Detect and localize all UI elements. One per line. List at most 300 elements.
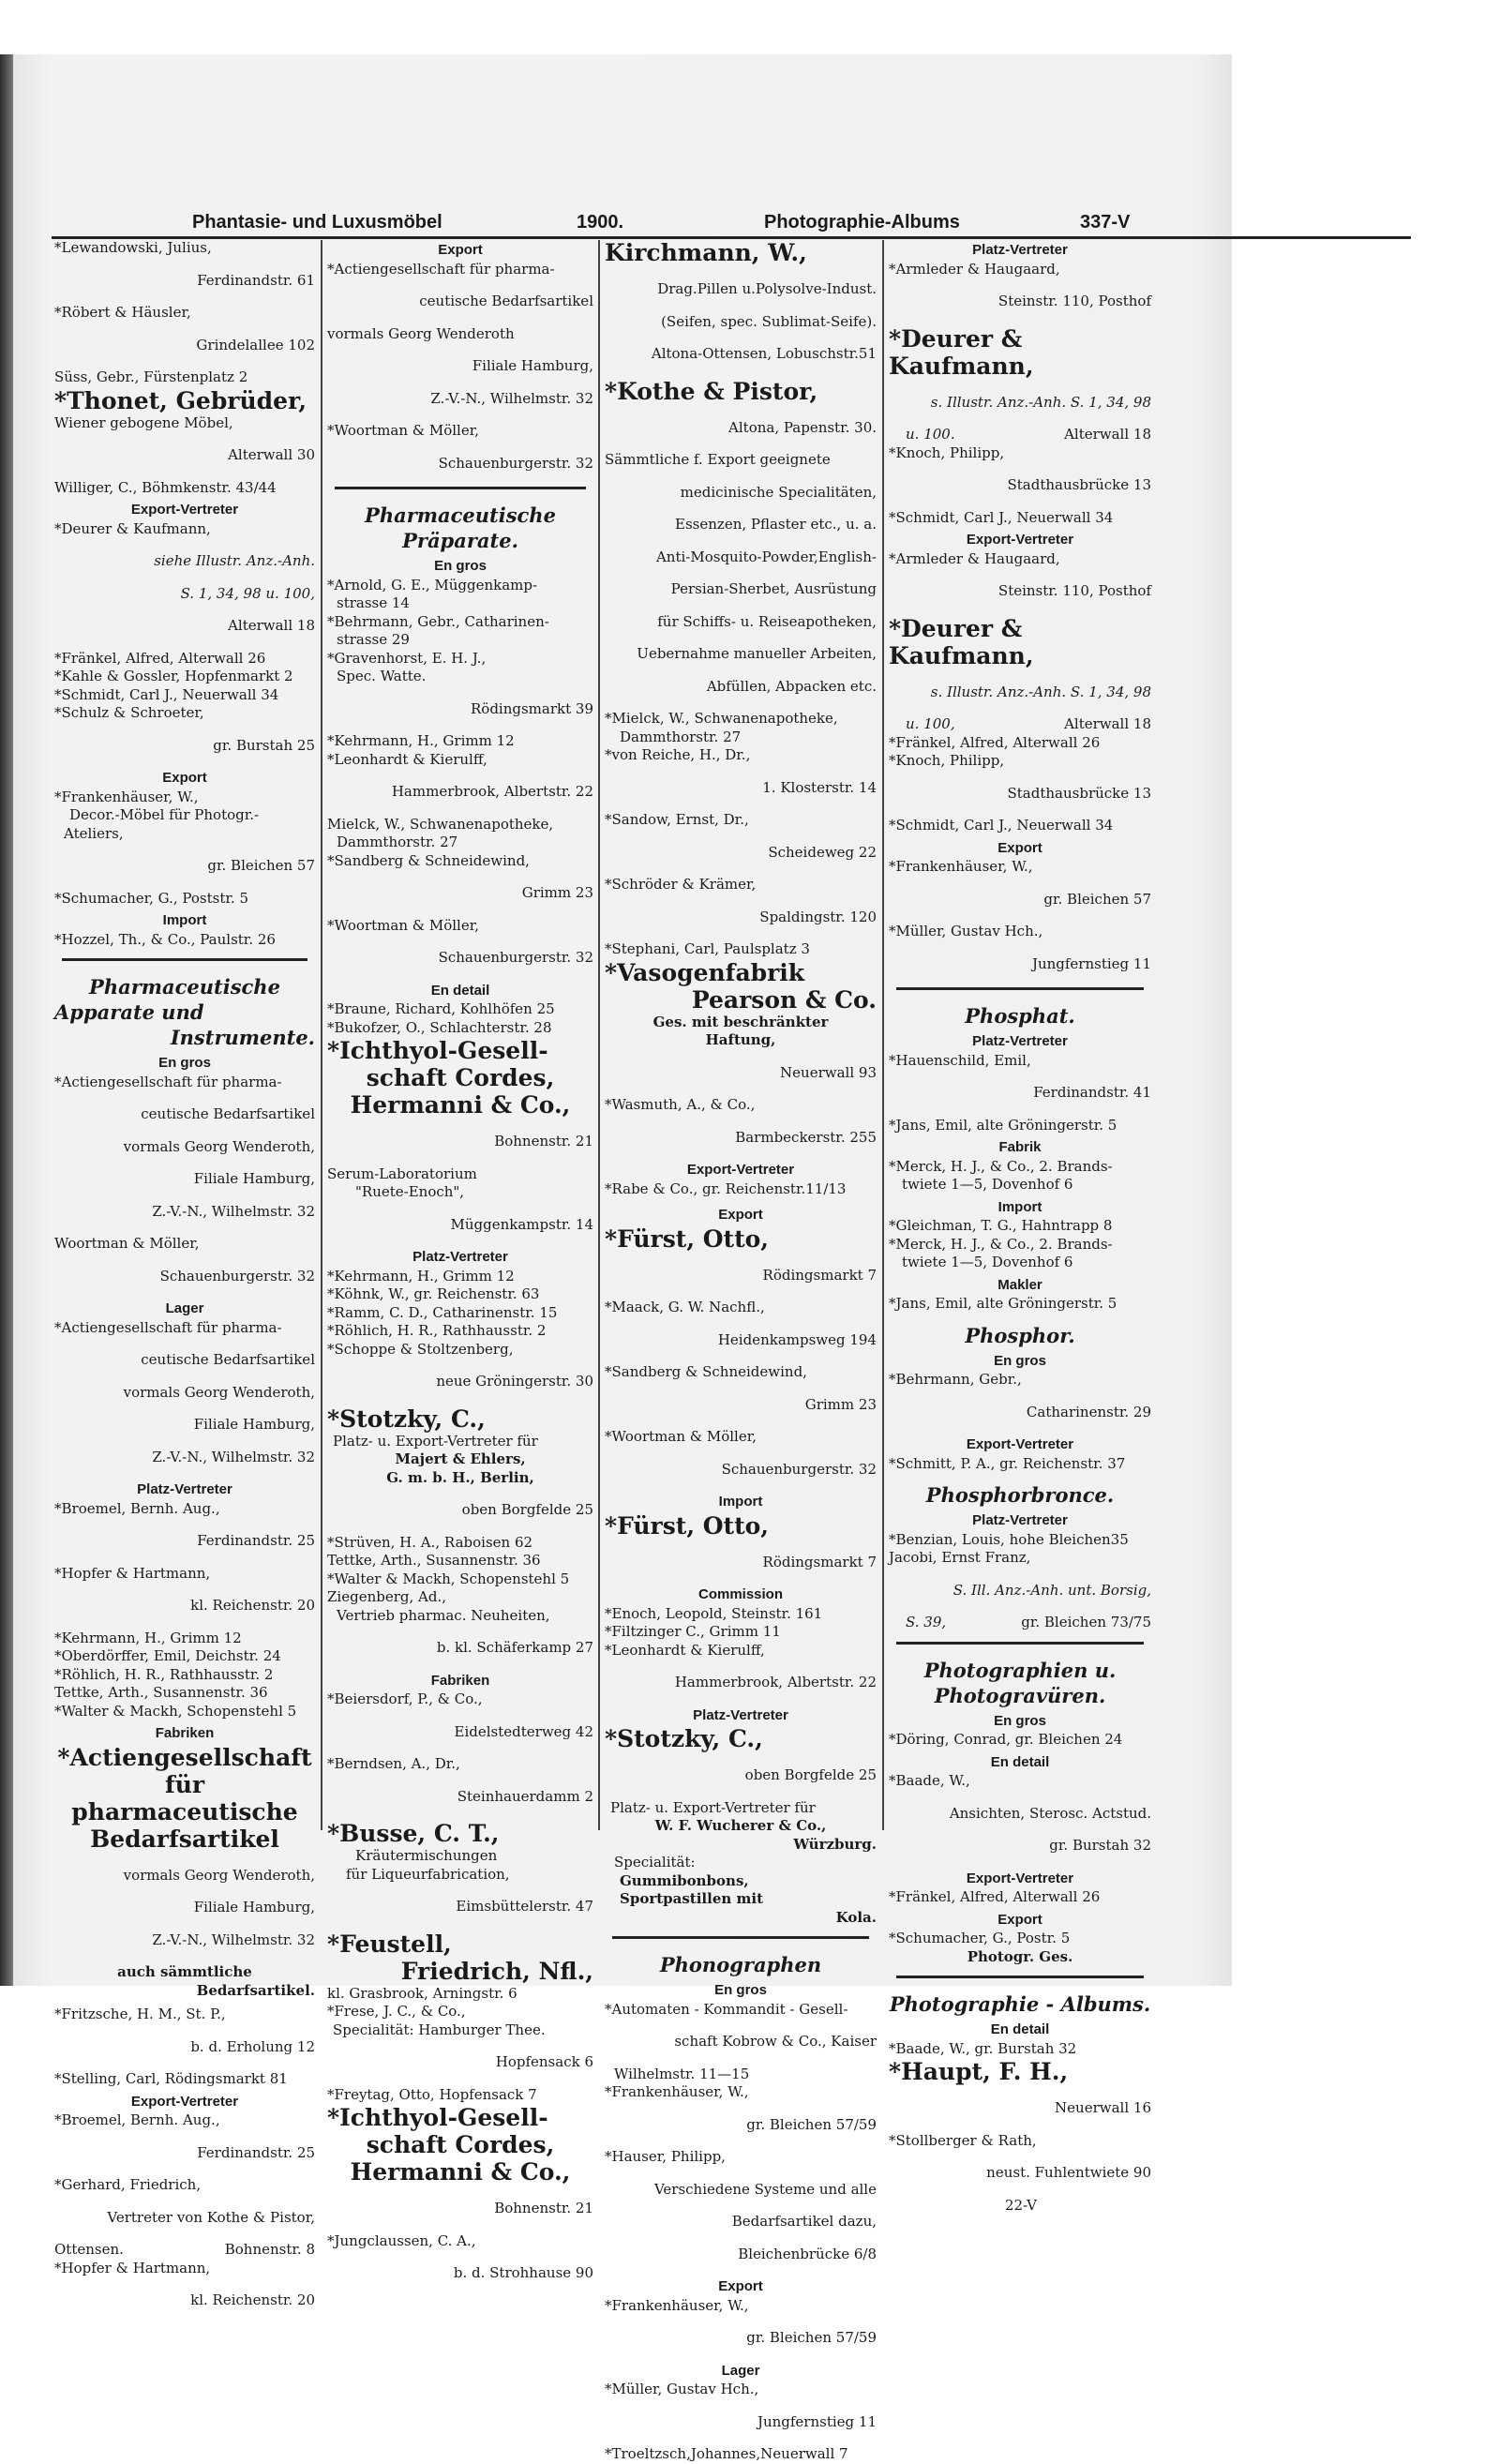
category-title: Instrumente.: [170, 1026, 315, 1049]
entry-line: *Actiengesellschaft für pharma-: [327, 260, 555, 278]
firm-name: *Vasogenfabrik: [605, 958, 805, 986]
entry-line: Catharinenstr. 29: [1026, 1403, 1151, 1420]
entry-line: vormals Georg Wenderoth: [327, 324, 515, 342]
entry-line: *Sandberg & Schneidewind,: [327, 851, 530, 869]
entry-line: Rödingsmarkt 39: [471, 699, 593, 717]
entry-line: *Enoch, Leopold, Steinstr. 161: [605, 1604, 823, 1622]
entry-line: "Ruete-Enoch",: [355, 1183, 465, 1200]
entry-line: *Fritzsche, H. M., St. P.,: [54, 2006, 226, 2022]
entry-line: *Mielck, W., Schwanenapotheke,: [605, 710, 838, 727]
entry-line: *Schumacher, G., Poststr. 5: [54, 889, 248, 907]
entry-line: gr. Bleichen 57/59: [746, 2329, 877, 2346]
entry-line: *Deurer & Kaufmann,: [54, 519, 211, 537]
firm-name: *Deurer & Kaufmann,: [889, 324, 1034, 380]
entry-line: auch sämmtliche: [117, 1963, 252, 1980]
column-divider: [598, 240, 600, 1830]
category-title: Phosphor.: [965, 1323, 1075, 1347]
entry-line: *Armleder & Haugaard,: [889, 549, 1060, 567]
entry-line: *Fränkel, Alfred, Alterwall 26: [889, 1888, 1101, 1905]
firm-name: Friedrich, Nfl.,: [400, 1957, 593, 1985]
entry-line: *Schumacher, G., Postr. 5: [889, 1930, 1071, 1946]
category-title: Präparate.: [402, 529, 518, 552]
entry-line: 1. Klosterstr. 14: [762, 778, 877, 796]
section-rule: [612, 1936, 869, 1939]
entry-line: *Schmidt, Carl J., Neuerwall 34: [54, 685, 279, 703]
subheading: En gros: [994, 1712, 1046, 1729]
header-left-title: Phantasie- und Luxusmöbel: [192, 212, 442, 233]
category-title: Phonographen: [659, 1953, 822, 1976]
subheading: Platz-Vertreter: [972, 1033, 1068, 1049]
entry-line: *Röhlich, H. R., Rathhausstr. 2: [54, 1665, 274, 1683]
entry-line: kl. Reichenstr. 20: [190, 2291, 315, 2308]
subheading: Commission: [698, 1586, 783, 1602]
category-title: Phosphat.: [965, 1004, 1075, 1028]
entry-line: Alterwall 18: [228, 617, 315, 634]
entry-line: *Schmidt, Carl J., Neuerwall 34: [889, 508, 1114, 526]
firm-name: *Ichthyol-Gesell-: [327, 2104, 548, 2131]
subheading: Export: [998, 1911, 1042, 1928]
entry-line: *Beiersdorf, P., & Co.,: [327, 1690, 483, 1707]
entry-line: Z.-V.-N., Wilhelmstr. 32: [152, 1931, 315, 1948]
entry-line: Majert & Ehlers,: [395, 1450, 526, 1467]
category-title: Phosphorbronce.: [925, 1483, 1115, 1507]
entry-line: Ateliers,: [64, 824, 124, 842]
subheading: Fabriken: [155, 1725, 215, 1741]
entry-line: *Knoch, Philipp,: [889, 752, 1005, 769]
entry-line: Eimsbüttelerstr. 47: [456, 1898, 593, 1915]
entry-line: *Gerhard, Friedrich,: [54, 2176, 202, 2193]
entry-line: neue Gröningerstr. 30: [436, 1373, 593, 1390]
entry-line: Wiener gebogene Möbel,: [54, 413, 233, 431]
entry-line: *Braune, Richard, Kohlhöfen 25: [327, 1000, 555, 1017]
subheading: En detail: [990, 2021, 1050, 2037]
entry-line: *Stephani, Carl, Paulsplatz 3: [605, 940, 810, 957]
entry-line: Jacobi, Ernst Franz,: [889, 1549, 1031, 1566]
section-rule: [896, 1976, 1144, 1978]
entry-line: *Merck, H. J., & Co., 2. Brands-: [889, 1157, 1113, 1175]
subheading: En gros: [434, 558, 487, 574]
subheading: En gros: [994, 1352, 1046, 1369]
entry-line: *Walter & Mackh, Schopenstehl 5: [327, 1570, 570, 1587]
entry-line: Essenzen, Pflaster etc., u. a.: [675, 516, 877, 533]
entry-line: *Strüven, H. A., Raboisen 62: [327, 1533, 533, 1551]
entry-line: Hammerbrook, Albertstr. 22: [391, 783, 593, 800]
header-right-title: Photographie-Albums: [764, 212, 960, 233]
entry-line: Serum-Laboratorium: [327, 1164, 477, 1182]
entry-line: Dammthorstr. 27: [620, 728, 742, 745]
subheading: Platz-Vertreter: [137, 1481, 232, 1497]
entry-line: *Müller, Gustav Hch.,: [605, 2381, 759, 2397]
entry-line: Photogr. Ges.: [967, 1947, 1073, 1965]
entry-line: Rödingsmarkt 7: [762, 1266, 877, 1284]
header-year: 1900.: [577, 212, 624, 233]
entry-line: Sämmtliche f. Export geeignete: [605, 451, 831, 468]
entry-line: Filiale Hamburg,: [472, 357, 593, 374]
entry-line: Spaldingstr. 120: [759, 908, 877, 925]
entry-line: oben Borgfelde 25: [461, 1501, 593, 1518]
entry-line: Ansichten, Sterosc. Actstud.: [949, 1804, 1151, 1822]
entry-line: Vertrieb pharmac. Neuheiten,: [337, 1606, 550, 1624]
entry-line: *Ramm, C. D., Catharinenstr. 15: [327, 1303, 558, 1321]
subheading: En gros: [158, 1055, 211, 1071]
entry-line: Tettke, Arth., Susannenstr. 36: [327, 1552, 541, 1569]
entry-line: Bohnenstr. 21: [494, 2200, 593, 2216]
firm-name: *Fürst, Otto,: [605, 1511, 770, 1540]
entry-line: *Knoch, Philipp,: [889, 443, 1005, 461]
entry-line: *von Reiche, H., Dr.,: [605, 746, 751, 763]
column-divider: [882, 240, 884, 1830]
firm-name: schaft Cordes,: [366, 2131, 555, 2158]
firm-name: *Deurer & Kaufmann,: [889, 614, 1034, 669]
entry-line: Steinstr. 110, Posthof: [998, 582, 1151, 599]
category-title: Photographien u.: [923, 1658, 1117, 1682]
entry-line: *Stollberger & Rath,: [889, 2131, 1037, 2149]
entry-line: Dammthorstr. 27: [337, 834, 458, 850]
entry-line: Platz- u. Export-Vertreter für: [610, 1798, 816, 1816]
entry-line: [889, 1614, 1151, 1632]
entry-text: Alterwall 18: [1064, 715, 1151, 732]
entry-line: [889, 715, 1151, 734]
entry-line: *Baade, W., gr. Burstah 32: [889, 2039, 1077, 2057]
entry-line: *Hauser, Philipp,: [605, 2148, 726, 2165]
subheading: Export-Vertreter: [966, 532, 1074, 548]
entry-text: Alterwall 18: [1064, 426, 1151, 443]
subheading: Export: [718, 1207, 763, 1223]
entry-line: *Gleichman, T. G., Hahntrapp 8: [889, 1217, 1113, 1234]
subheading: Platz-Vertreter: [412, 1249, 508, 1265]
entry-line: *Hozzel, Th., & Co., Paulstr. 26: [54, 930, 276, 948]
entry-line: *Stelling, Carl, Rödingsmarkt 81: [54, 2070, 288, 2087]
entry-line: Ferdinandstr. 25: [197, 2143, 315, 2161]
entry-line: Steinstr. 110, Posthof: [998, 293, 1151, 309]
subheading: Export-Vertreter: [686, 1162, 795, 1178]
entry-line: vormals Georg Wenderoth,: [123, 1866, 315, 1884]
subheading: Import: [718, 1494, 763, 1510]
subheading: Export-Vertreter: [130, 2093, 239, 2110]
entry-line: Drag.Pillen u.Polysolve-Indust.: [657, 280, 877, 297]
entry-line: Eidelstedterweg 42: [454, 1722, 593, 1740]
firm-name: Pearson & Co.: [691, 985, 877, 1014]
entry-line: Bohnenstr. 21: [494, 1133, 593, 1149]
entry-line: gr. Burstah 25: [213, 736, 315, 754]
subheading: Lager: [721, 2362, 760, 2379]
entry-line: Würzburg.: [793, 1835, 877, 1853]
entry-line: *Merck, H. J., & Co., 2. Brands-: [889, 1235, 1113, 1253]
entry-line: Woortman & Möller,: [54, 1235, 200, 1252]
entry-line: *Behrmann, Gebr.,: [889, 1371, 1022, 1388]
entry-line: Williger, C., Böhmkenstr. 43/44: [54, 478, 277, 496]
entry-line: Hammerbrook, Albertstr. 22: [674, 1674, 877, 1690]
entry-line: gr. Bleichen 57: [1043, 890, 1151, 908]
entry-line: *Döring, Conrad, gr. Bleichen 24: [889, 1731, 1123, 1748]
entry-line: *Jungclaussen, C. A.,: [327, 2231, 476, 2249]
entry-line: *Freytag, Otto, Hopfensack 7: [327, 2085, 537, 2103]
entry-text: u. 100.: [906, 426, 955, 443]
firm-name: *Thonet, Gebrüder,: [54, 386, 308, 414]
entry-line: *Oberdörffer, Emil, Deichstr. 24: [54, 1647, 281, 1664]
subheading: Export: [162, 770, 207, 786]
firm-name: Bedarfsartikel: [90, 1825, 279, 1853]
entry-line: G. m. b. H., Berlin,: [386, 1468, 534, 1486]
entry-line: *Arnold, G. E., Müggenkamp-: [327, 576, 538, 593]
entry-line: Neuerwall 16: [1055, 2099, 1151, 2116]
entry-line: *Hopfer & Hartmann,: [54, 2259, 211, 2276]
entry-line: ceutische Bedarfsartikel: [419, 293, 593, 309]
category-title: Pharmaceutische: [89, 975, 280, 999]
entry-line: *Filtzinger C., Grimm 11: [605, 1623, 781, 1640]
entry-line: gr. Burstah 32: [1049, 1837, 1151, 1854]
entry-line: *Woortman & Möller,: [327, 422, 480, 439]
entry-text: Bohnenstr. 8: [224, 2241, 315, 2258]
entry-line: kl. Reichenstr. 20: [190, 1597, 315, 1614]
entry-line: Schauenburgerstr. 32: [721, 1460, 877, 1478]
entry-line: medicinische Specialitäten,: [680, 483, 877, 501]
column-3: [605, 239, 877, 2462]
category-title: Photographie - Albums.: [889, 1992, 1151, 2016]
firm-name: Hermanni & Co.,: [350, 1091, 571, 1119]
entry-text: Ottensen.: [54, 2241, 124, 2258]
entry-line: vormals Georg Wenderoth,: [123, 1383, 315, 1401]
entry-line: ceutische Bedarfsartikel: [141, 1351, 315, 1368]
entry-line: *Kahle & Gossler, Hopfenmarkt 2: [54, 668, 293, 684]
entry-line: Müggenkampstr. 14: [450, 1215, 593, 1233]
entry-line: Bleichenbrücke 6/8: [738, 2245, 877, 2262]
entry-line: *Wasmuth, A., & Co.,: [605, 1096, 756, 1113]
entry-line: *Sandberg & Schneidewind,: [605, 1363, 807, 1380]
subheading: Import: [162, 912, 207, 928]
section-rule: [62, 958, 308, 961]
subheading: Platz-Vertreter: [972, 1512, 1068, 1528]
subheading: Lager: [165, 1300, 204, 1316]
entry-line: Alterwall 30: [228, 446, 315, 463]
entry-line: Haftung,: [705, 1031, 776, 1048]
entry-line: Platz- u. Export-Vertreter für: [333, 1432, 538, 1450]
entry-line: Kräutermischungen: [355, 1847, 498, 1864]
entry-line: Rödingsmarkt 7: [762, 1553, 877, 1570]
entry-line: kl. Grasbrook, Arningstr. 6: [327, 1984, 518, 2002]
entry-line: Abfüllen, Abpacken etc.: [706, 677, 877, 695]
entry-line: *Bukofzer, O., Schlachterstr. 28: [327, 1018, 552, 1036]
entry-line: *Benzian, Louis, hohe Bleichen35: [889, 1530, 1129, 1548]
entry-line: (Seifen, spec. Sublimat-Seife).: [661, 312, 877, 330]
column-1: [54, 239, 315, 2308]
firm-name: *Stotzky, C.,: [327, 1405, 486, 1433]
entry-line: S. Ill. Anz.-Anh. unt. Borsig,: [952, 1581, 1151, 1599]
entry-line: *Schmidt, Carl J., Neuerwall 34: [889, 817, 1114, 834]
entry-line: *Troeltzsch,Johannes,Neuerwall 7: [605, 2445, 848, 2462]
entry-line: für Liqueurfabrication,: [346, 1865, 510, 1883]
entry-line: Jungfernstieg 11: [757, 2412, 877, 2430]
subheading: Export: [998, 839, 1042, 856]
section-rule: [896, 987, 1144, 990]
entry-line: Jungfernstieg 11: [1031, 954, 1151, 972]
entry-line: b. d. Strohhause 90: [453, 2264, 593, 2281]
firm-name: schaft Cordes,: [366, 1064, 555, 1091]
entry-line: *Walter & Mackh, Schopenstehl 5: [54, 1702, 297, 1720]
category-title: Photogravüren.: [934, 1683, 1106, 1707]
subheading: Export-Vertreter: [966, 1870, 1074, 1886]
entry-line: *Hopfer & Hartmann,: [54, 1564, 211, 1582]
entry-line: Schauenburgerstr. 32: [159, 1267, 315, 1285]
entry-line: Ferdinandstr. 25: [197, 1532, 315, 1549]
entry-line: Süss, Gebr., Fürstenplatz 2: [54, 368, 248, 385]
entry-line: Verschiedene Systeme und alle: [653, 2180, 877, 2198]
entry-line: *Fränkel, Alfred, Alterwall 26: [889, 733, 1101, 751]
entry-line: *Actiengesellschaft für pharma-: [54, 1318, 282, 1336]
entry-line: *Broemel, Bernh. Aug.,: [54, 2111, 220, 2128]
entry-line: Bedarfsartikel.: [196, 1981, 315, 1999]
firm-name: *Feustell,: [327, 1930, 452, 1958]
entry-line: W. F. Wucherer & Co.,: [654, 1817, 827, 1834]
entry-line: Filiale Hamburg,: [193, 1416, 315, 1433]
entry-line: gr. Bleichen 57: [207, 857, 315, 874]
entry-line: Z.-V.-N., Wilhelmstr. 32: [152, 1448, 315, 1465]
entry-line: Persian-Sherbet, Ausrüstung: [670, 580, 877, 597]
entry-line: Ferdinandstr. 61: [197, 271, 315, 289]
entry-line: Neuerwall 93: [780, 1063, 877, 1081]
entry-line: twiete 1—5, Dovenhof 6: [902, 1176, 1073, 1193]
subheading: Makler: [998, 1276, 1042, 1293]
subheading: En gros: [714, 1982, 767, 1998]
entry-line: Stadthausbrücke 13: [1007, 784, 1151, 802]
entry-line: *Frankenhäuser, W.,: [889, 858, 1033, 875]
entry-line: Z.-V.-N., Wilhelmstr. 32: [430, 389, 593, 407]
entry-line: Uebernahme manueller Arbeiten,: [637, 645, 877, 662]
entry-line: ceutische Bedarfsartikel: [141, 1105, 315, 1122]
firm-name: für pharmaceutische: [71, 1770, 298, 1825]
firm-name: *Actiengesellschaft: [57, 1743, 312, 1771]
entry-line: Steinhauerdamm 2: [457, 1787, 593, 1805]
entry-line: Wilhelmstr. 11—15: [614, 2065, 750, 2082]
entry-line: *Berndsen, A., Dr.,: [327, 1755, 460, 1772]
entry-line: neust. Fuhlentwiete 90: [986, 2164, 1151, 2181]
entry-line: Barmbeckerstr. 255: [735, 1128, 877, 1146]
entry-text: S. 39,: [906, 1614, 947, 1630]
firm-name: Hermanni & Co.,: [350, 2158, 571, 2186]
entry-line: Heidenkampsweg 194: [717, 1330, 877, 1348]
firm-name: *Stotzky, C.,: [605, 1725, 763, 1752]
entry-line: *Frankenhäuser, W.,: [605, 2296, 749, 2314]
entry-line: Tettke, Arth., Susannenstr. 36: [54, 1684, 268, 1701]
entry-line: Kola.: [835, 1908, 877, 1926]
entry-line: *Gravenhorst, E. H. J.,: [327, 649, 487, 667]
subheading: Export: [718, 2278, 763, 2294]
entry-line: *Frese, J. C., & Co.,: [327, 2003, 466, 2020]
entry-line: *Röhlich, H. R., Rathhausstr. 2: [327, 1322, 547, 1339]
entry-line: *Actiengesellschaft für pharma-: [54, 1073, 282, 1090]
entry-line: twiete 1—5, Dovenhof 6: [902, 1254, 1073, 1270]
entry-line: *Köhnk, W., gr. Reichenstr. 63: [327, 1285, 540, 1302]
entry-line: gr. Bleichen 57/59: [746, 2115, 877, 2133]
entry-line: Ziegenberg, Ad.,: [327, 1588, 446, 1605]
entry-line: *Woortman & Möller,: [605, 1428, 758, 1445]
column-4: [889, 239, 1151, 2214]
entry-line: siehe Illustr. Anz.-Anh.: [154, 552, 315, 569]
entry-line: *Schoppe & Stoltzenberg,: [327, 1340, 514, 1358]
entry-line: *Behrmann, Gebr., Catharinen-: [327, 612, 549, 630]
entry-line: Anti-Mosquito-Powder,English-: [655, 548, 877, 565]
entry-line: [889, 426, 1151, 444]
entry-line: Filiale Hamburg,: [193, 1899, 315, 1916]
page-header: [192, 212, 1141, 238]
entry-line: Decor.-Möbel für Photogr.-: [69, 806, 260, 823]
subheading: Platz-Vertreter: [693, 1706, 788, 1723]
firm-name: *Busse, C. T.,: [327, 1820, 500, 1847]
entry-line: strasse 14: [337, 594, 410, 611]
entry-line: Scheideweg 22: [768, 843, 877, 861]
entry-line: *Rabe & Co., gr. Reichenstr.11/13: [605, 1179, 847, 1197]
firm-name: *Haupt, F. H.,: [889, 2058, 1069, 2085]
entry-line: Filiale Hamburg,: [193, 1170, 315, 1187]
entry-line: *Maack, G. W. Nachfl.,: [605, 1299, 765, 1315]
entry-line: Altona-Ottensen, Lobuschstr.51: [651, 345, 877, 362]
subheading: Export-Vertreter: [966, 1436, 1074, 1452]
firm-name: *Ichthyol-Gesell-: [327, 1037, 548, 1064]
entry-line: *Frankenhäuser, W.,: [54, 788, 199, 805]
entry-text: gr. Bleichen 73/75: [1021, 1614, 1151, 1630]
page-footer-number: 22-V: [1005, 2196, 1037, 2214]
category-title: Pharmaceutische: [365, 503, 556, 527]
subheading: En detail: [430, 982, 490, 999]
entry-line: Mielck, W., Schwanenapotheke,: [327, 815, 554, 833]
entry-line: schaft Kobrow & Co., Kaiser: [674, 2033, 877, 2050]
entry-line: *Kehrmann, H., Grimm 12: [327, 732, 515, 749]
entry-line: Schauenburgerstr. 32: [438, 454, 593, 472]
subheading: Fabrik: [998, 1139, 1042, 1155]
entry-line: Ferdinandstr. 41: [1033, 1084, 1151, 1101]
entry-line: [54, 2241, 315, 2260]
entry-line: für Schiffs- u. Reiseapotheken,: [657, 612, 877, 630]
entry-line: *Woortman & Möller,: [327, 916, 480, 934]
entry-line: *Schmitt, P. A., gr. Reichenstr. 37: [889, 1454, 1126, 1472]
entry-line: Specialität:: [614, 1854, 696, 1871]
entry-line: Spec. Watte.: [337, 668, 427, 684]
entry-line: *Hauenschild, Emil,: [889, 1051, 1031, 1069]
entry-line: S. 1, 34, 98 u. 100,: [180, 584, 315, 602]
entry-line: *Schulz & Schroeter,: [54, 704, 204, 721]
entry-line: s. Illustr. Anz.-Anh. S. 1, 34, 98: [930, 393, 1151, 411]
subheading: Export: [438, 242, 483, 258]
entry-line: Ges. mit beschränkter: [652, 1013, 829, 1030]
entry-line: *Frankenhäuser, W.,: [605, 2083, 749, 2100]
entry-line: Bedarfsartikel dazu,: [731, 2213, 877, 2230]
category-title: Apparate und: [54, 1000, 204, 1024]
entry-line: oben Borgfelde 25: [744, 1766, 877, 1783]
entry-line: strasse 29: [337, 631, 410, 648]
firm-name: *Fürst, Otto,: [605, 1224, 770, 1253]
entry-line: *Müller, Gustav Hch.,: [889, 923, 1043, 939]
section-rule: [896, 1642, 1144, 1645]
entry-line: Schauenburgerstr. 32: [438, 949, 593, 966]
entry-line: *Lewandowski, Julius,: [54, 239, 212, 256]
entry-line: *Kehrmann, H., Grimm 12: [54, 1629, 242, 1646]
subheading: En detail: [990, 1753, 1050, 1770]
entry-line: *Baade, W.,: [889, 1772, 970, 1789]
entry-line: Grindelallee 102: [196, 336, 315, 353]
entry-line: *Jans, Emil, alte Gröningerstr. 5: [889, 1295, 1118, 1312]
entry-line: *Röbert & Häusler,: [54, 304, 191, 321]
subheading: Platz-Vertreter: [972, 242, 1068, 258]
entry-line: Altona, Papenstr. 30.: [728, 418, 877, 436]
entry-line: Specialität: Hamburger Thee.: [333, 2021, 546, 2038]
entry-line: *Jans, Emil, alte Gröningerstr. 5: [889, 1116, 1118, 1134]
entry-line: b. kl. Schäferkamp 27: [436, 1639, 593, 1656]
entry-line: Sportpastillen mit: [620, 1890, 764, 1907]
entry-text: u. 100,: [906, 715, 955, 732]
column-divider: [321, 240, 322, 1830]
entry-line: *Leonhardt & Kierulff,: [605, 1641, 765, 1659]
subheading: Fabriken: [430, 1672, 490, 1689]
